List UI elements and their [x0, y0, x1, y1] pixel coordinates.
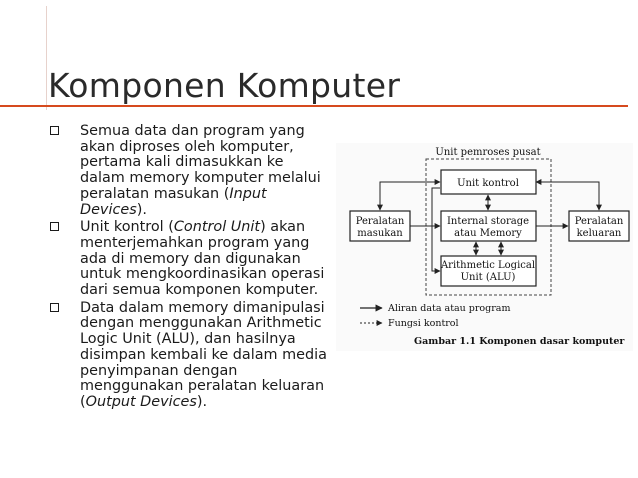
bullet-square-icon [50, 126, 59, 135]
bullet-text-line [80, 140, 336, 156]
bullet-text-segment: pertama kali dimasukkan ke [80, 154, 284, 171]
bullet-text-line [80, 187, 336, 203]
bullet-text-line [80, 379, 336, 395]
bullet-text-segment: Logic Unit (ALU), dan hasilnya [80, 331, 296, 348]
bullet-text-line [80, 124, 336, 140]
cpu-label: Unit pemroses pusat [435, 147, 541, 158]
bullet-text-segment: dengan menggunakan Arithmetic [80, 315, 322, 332]
output-device-label-line1: Peralatan [574, 216, 624, 227]
bullet-item [46, 124, 336, 218]
bullet-text-segment: dalam memory komputer melalui [80, 170, 321, 187]
bullet-text-segment: peralatan masukan ( [80, 185, 230, 202]
legend-data-flow-label: Aliran data atau program [388, 303, 511, 314]
bullet-text-line [80, 252, 336, 268]
bullet-text-segment: menggunakan peralatan keluaran [80, 378, 325, 395]
bullet-text-line [80, 283, 336, 299]
output-device-label-line2: keluaran [576, 228, 622, 239]
control-to-alu [432, 188, 440, 271]
bullet-text-segment: menterjemahkan program yang [80, 234, 310, 251]
control-to-input [380, 182, 440, 210]
control-unit-label: Unit kontrol [457, 178, 519, 189]
input-device-label-line1: Peralatan [355, 216, 405, 227]
bullet-text-italic: Devices [80, 201, 137, 218]
bullet-text-segment: Unit kontrol ( [80, 219, 174, 236]
bullet-text-line [80, 220, 336, 236]
bullet-text-segment: Data dalam memory dimanipulasi [80, 299, 325, 316]
bullet-item [46, 301, 336, 411]
bullet-text-line [80, 364, 336, 380]
bullet-text-segment: ). [196, 393, 208, 410]
bullet-item [46, 220, 336, 299]
bullet-text-segment: penyimpanan dengan [80, 362, 238, 379]
title-underline [0, 105, 628, 107]
bullet-text-italic: Output Devices [85, 393, 197, 410]
control-to-output [536, 182, 599, 210]
figure-caption: Gambar 1.1 Komponen dasar komputer [414, 336, 625, 347]
bullet-text-line [80, 155, 336, 171]
bullet-text-line [80, 267, 336, 283]
bullet-text-line [80, 203, 336, 219]
memory-label-line1: Internal storage [446, 216, 530, 227]
bullet-square-icon [50, 222, 59, 231]
alu-label-line1: Arithmetic Logical [440, 260, 536, 271]
bullet-text-line [80, 301, 336, 317]
bullet-text-segment: dari semua komponen komputer. [80, 282, 319, 299]
bullet-text-segment: ) akan [260, 219, 306, 236]
slide-title: Komponen Komputer [48, 66, 401, 105]
left-accent-rule [46, 6, 47, 110]
bullet-text-line [80, 348, 336, 364]
bullet-text-line [80, 171, 336, 187]
bullet-text-segment: akan diproses oleh komputer, [80, 138, 294, 155]
bullet-text-line [80, 236, 336, 252]
input-device-label-line2: masukan [357, 228, 403, 239]
legend-control-label: Fungsi kontrol [388, 318, 459, 329]
bullet-text-segment: ada di memory dan digunakan [80, 250, 301, 267]
computer-components-diagram [336, 143, 633, 351]
bullet-text-line [80, 316, 336, 332]
bullet-text-segment: ). [136, 201, 147, 218]
bullet-square-icon [50, 303, 59, 312]
bullet-text-segment: ( [80, 393, 86, 410]
bullet-text-italic: Input [229, 185, 267, 202]
bullet-list [46, 124, 336, 413]
bullet-text-segment: untuk mengkoordinasikan operasi [80, 266, 325, 283]
alu-label-line2: Unit (ALU) [460, 272, 516, 283]
bullet-text-line [80, 332, 336, 348]
bullet-text-line [80, 395, 336, 411]
bullet-text-segment: disimpan kembali ke dalam media [80, 346, 327, 363]
memory-label-line2: atau Memory [454, 228, 522, 239]
bullet-text-segment: Semua data dan program yang [80, 123, 305, 139]
bullet-text-italic: Control Unit [173, 219, 261, 236]
